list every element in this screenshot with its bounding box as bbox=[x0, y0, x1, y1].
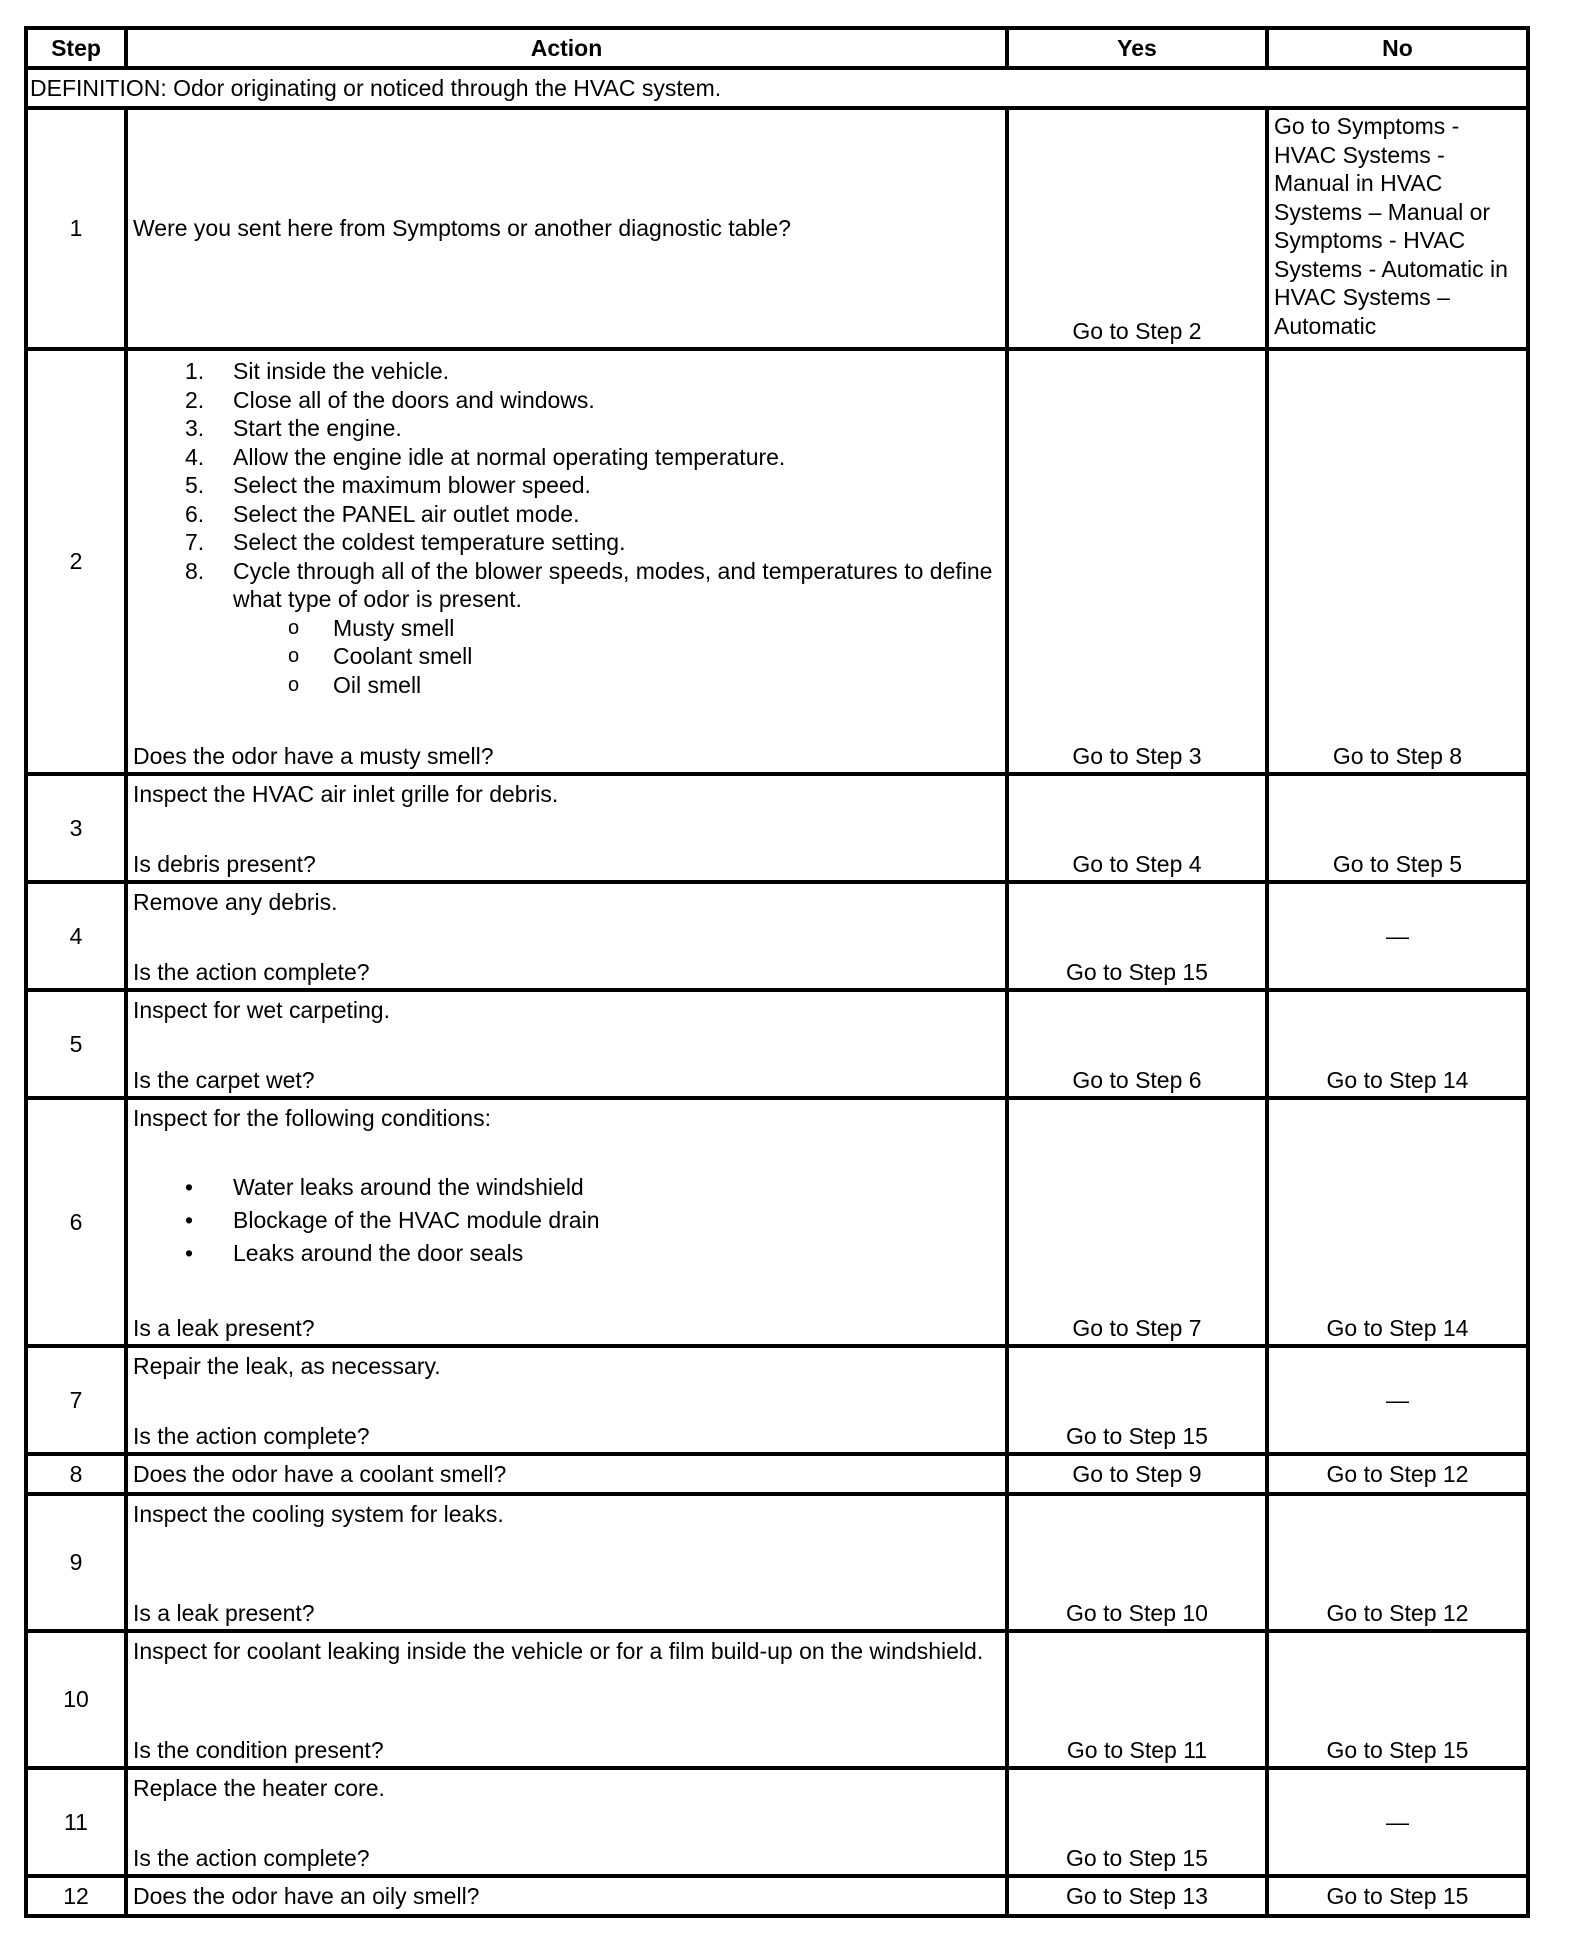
diagnostic-table bbox=[24, 26, 1530, 1918]
odor-type-list bbox=[133, 614, 1000, 700]
substep-list bbox=[133, 357, 1000, 614]
no-cell bbox=[1267, 990, 1528, 1098]
yes-cell bbox=[1007, 774, 1267, 882]
no-cell bbox=[1267, 1346, 1528, 1454]
action-text: Does the odor have a coolant smell? bbox=[126, 1454, 1007, 1494]
question-text: Is a leak present? bbox=[133, 1314, 315, 1341]
action-text: Remove any debris. bbox=[133, 889, 338, 915]
no-answer: — bbox=[1386, 1386, 1409, 1413]
no-answer: Go to Symptoms - HVAC Systems - Manual in HVAC Systems – Manual or Symptoms - HVAC Systems - Automatic in HVAC Systems – Automatic bbox=[1274, 113, 1508, 339]
condition-list bbox=[133, 1171, 1000, 1270]
action-text: Inspect for coolant leaking inside the vehicle or for a film build-up on the windshield. bbox=[133, 1638, 984, 1664]
action-text: Inspect the HVAC air inlet grille for debris. bbox=[133, 781, 559, 807]
no-answer: Go to Step 15 bbox=[1267, 1876, 1528, 1916]
table-row bbox=[26, 1098, 1528, 1346]
table-row bbox=[26, 990, 1528, 1098]
list-item: 4. Allow the engine idle at normal operating temperature. bbox=[185, 443, 786, 470]
header-step: Step bbox=[26, 28, 126, 68]
yes-answer: Go to Step 11 bbox=[1066, 1736, 1208, 1763]
yes-cell bbox=[1007, 990, 1267, 1098]
question-text: Does the odor have a musty smell? bbox=[133, 742, 494, 769]
action-cell bbox=[126, 1494, 1007, 1631]
list-item: 2. Close all of the doors and windows. bbox=[185, 386, 595, 413]
no-answer: Go to Step 12 bbox=[1326, 1599, 1469, 1626]
list-item: • Blockage of the HVAC module drain bbox=[185, 1206, 600, 1233]
definition-row bbox=[26, 68, 1528, 108]
yes-cell bbox=[1007, 1098, 1267, 1346]
step-number: 10 bbox=[26, 1631, 126, 1768]
table-row bbox=[26, 774, 1528, 882]
yes-answer: Go to Step 15 bbox=[1066, 958, 1208, 985]
yes-cell bbox=[1007, 1346, 1267, 1454]
action-text: Inspect for wet carpeting. bbox=[133, 997, 390, 1023]
yes-answer: Go to Step 6 bbox=[1072, 1066, 1202, 1093]
question-text: Is the carpet wet? bbox=[133, 1066, 315, 1093]
yes-cell bbox=[1007, 1768, 1267, 1876]
list-item: 7. Select the coldest temperature setting. bbox=[185, 529, 626, 555]
yes-cell bbox=[1007, 108, 1267, 349]
no-cell bbox=[1267, 774, 1528, 882]
list-item: o Oil smell bbox=[288, 671, 422, 698]
table-row bbox=[26, 349, 1528, 774]
definition-text: DEFINITION: Odor originating or noticed through the HVAC system. bbox=[26, 68, 1528, 108]
table-row bbox=[26, 1876, 1528, 1916]
yes-cell bbox=[1007, 1494, 1267, 1631]
list-item: • Leaks around the door seals bbox=[185, 1239, 524, 1266]
no-cell bbox=[1267, 349, 1528, 774]
action-text: Replace the heater core. bbox=[133, 1775, 385, 1801]
step-number: 8 bbox=[26, 1454, 126, 1494]
step-number: 7 bbox=[26, 1346, 126, 1454]
no-cell bbox=[1267, 1768, 1528, 1876]
step-number: 9 bbox=[26, 1494, 126, 1631]
table-row bbox=[26, 1768, 1528, 1876]
list-item: • Water leaks around the windshield bbox=[185, 1173, 584, 1200]
header-row bbox=[26, 28, 1528, 68]
table-row bbox=[26, 108, 1528, 349]
table-row bbox=[26, 1494, 1528, 1631]
action-cell bbox=[126, 349, 1007, 774]
action-cell bbox=[126, 990, 1007, 1098]
list-item: 3. Start the engine. bbox=[185, 415, 402, 441]
question-text: Is the action complete? bbox=[133, 958, 370, 985]
no-answer: Go to Step 5 bbox=[1332, 850, 1463, 877]
yes-answer: Go to Step 15 bbox=[1066, 1844, 1208, 1871]
yes-answer: Go to Step 9 bbox=[1007, 1454, 1267, 1494]
table-row bbox=[26, 1631, 1528, 1768]
table-row bbox=[26, 882, 1528, 990]
action-text: Inspect for the following conditions: bbox=[133, 1105, 491, 1131]
no-answer: — bbox=[1386, 1808, 1409, 1835]
no-cell bbox=[1267, 1631, 1528, 1768]
header-no: No bbox=[1267, 28, 1528, 68]
yes-answer: Go to Step 4 bbox=[1072, 850, 1202, 877]
yes-cell bbox=[1007, 1631, 1267, 1768]
no-answer: Go to Step 12 bbox=[1267, 1454, 1528, 1494]
question-text: Is the condition present? bbox=[133, 1736, 384, 1763]
action-text: Repair the leak, as necessary. bbox=[133, 1353, 441, 1379]
no-cell bbox=[1267, 1494, 1528, 1631]
header-action: Action bbox=[126, 28, 1007, 68]
no-cell bbox=[1267, 882, 1528, 990]
step-number: 6 bbox=[26, 1098, 126, 1346]
table-row bbox=[26, 1346, 1528, 1454]
header-yes: Yes bbox=[1007, 28, 1267, 68]
step-number: 12 bbox=[26, 1876, 126, 1916]
question-text: Is debris present? bbox=[133, 850, 316, 877]
action-cell bbox=[126, 882, 1007, 990]
action-text: Does the odor have an oily smell? bbox=[126, 1876, 1007, 1916]
step-number: 4 bbox=[26, 882, 126, 990]
no-answer: — bbox=[1386, 922, 1409, 949]
list-item: 5. Select the maximum blower speed. bbox=[185, 472, 591, 498]
yes-answer: Go to Step 3 bbox=[1072, 742, 1202, 769]
yes-cell bbox=[1007, 349, 1267, 774]
question-text: Is the action complete? bbox=[133, 1844, 370, 1871]
action-cell bbox=[126, 1346, 1007, 1454]
action-text: Inspect the cooling system for leaks. bbox=[133, 1501, 504, 1527]
action-text: Were you sent here from Symptoms or another diagnostic table? bbox=[126, 108, 1007, 349]
yes-answer: Go to Step 15 bbox=[1066, 1422, 1208, 1449]
yes-answer: Go to Step 13 bbox=[1007, 1876, 1267, 1916]
action-cell bbox=[126, 1098, 1007, 1346]
step-number: 5 bbox=[26, 990, 126, 1098]
step-number: 2 bbox=[26, 349, 126, 774]
no-cell bbox=[1267, 1098, 1528, 1346]
step-number: 1 bbox=[26, 108, 126, 349]
action-cell bbox=[126, 774, 1007, 882]
no-answer: Go to Step 14 bbox=[1326, 1066, 1469, 1093]
yes-answer: Go to Step 10 bbox=[1066, 1599, 1208, 1626]
yes-answer: Go to Step 7 bbox=[1072, 1314, 1202, 1341]
no-answer: Go to Step 15 bbox=[1326, 1736, 1469, 1763]
question-text: Is a leak present? bbox=[133, 1599, 315, 1626]
table-row bbox=[26, 1454, 1528, 1494]
list-item: o Musty smell bbox=[288, 614, 455, 641]
list-item: o Coolant smell bbox=[288, 643, 473, 669]
list-item: 1. Sit inside the vehicle. bbox=[185, 358, 450, 384]
no-answer: Go to Step 8 bbox=[1332, 742, 1463, 769]
list-item: 8. Cycle through all of the blower speeds, modes, and temperatures to define what type of odor is present. bbox=[185, 557, 993, 612]
step-number: 11 bbox=[26, 1768, 126, 1876]
yes-answer: Go to Step 2 bbox=[1072, 317, 1202, 344]
question-text: Is the action complete? bbox=[133, 1422, 370, 1449]
step-number: 3 bbox=[26, 774, 126, 882]
list-item: 6. Select the PANEL air outlet mode. bbox=[185, 500, 580, 527]
action-cell bbox=[126, 1768, 1007, 1876]
action-cell bbox=[126, 1631, 1007, 1768]
yes-cell bbox=[1007, 882, 1267, 990]
no-answer: Go to Step 14 bbox=[1326, 1314, 1469, 1341]
no-cell bbox=[1267, 108, 1528, 349]
